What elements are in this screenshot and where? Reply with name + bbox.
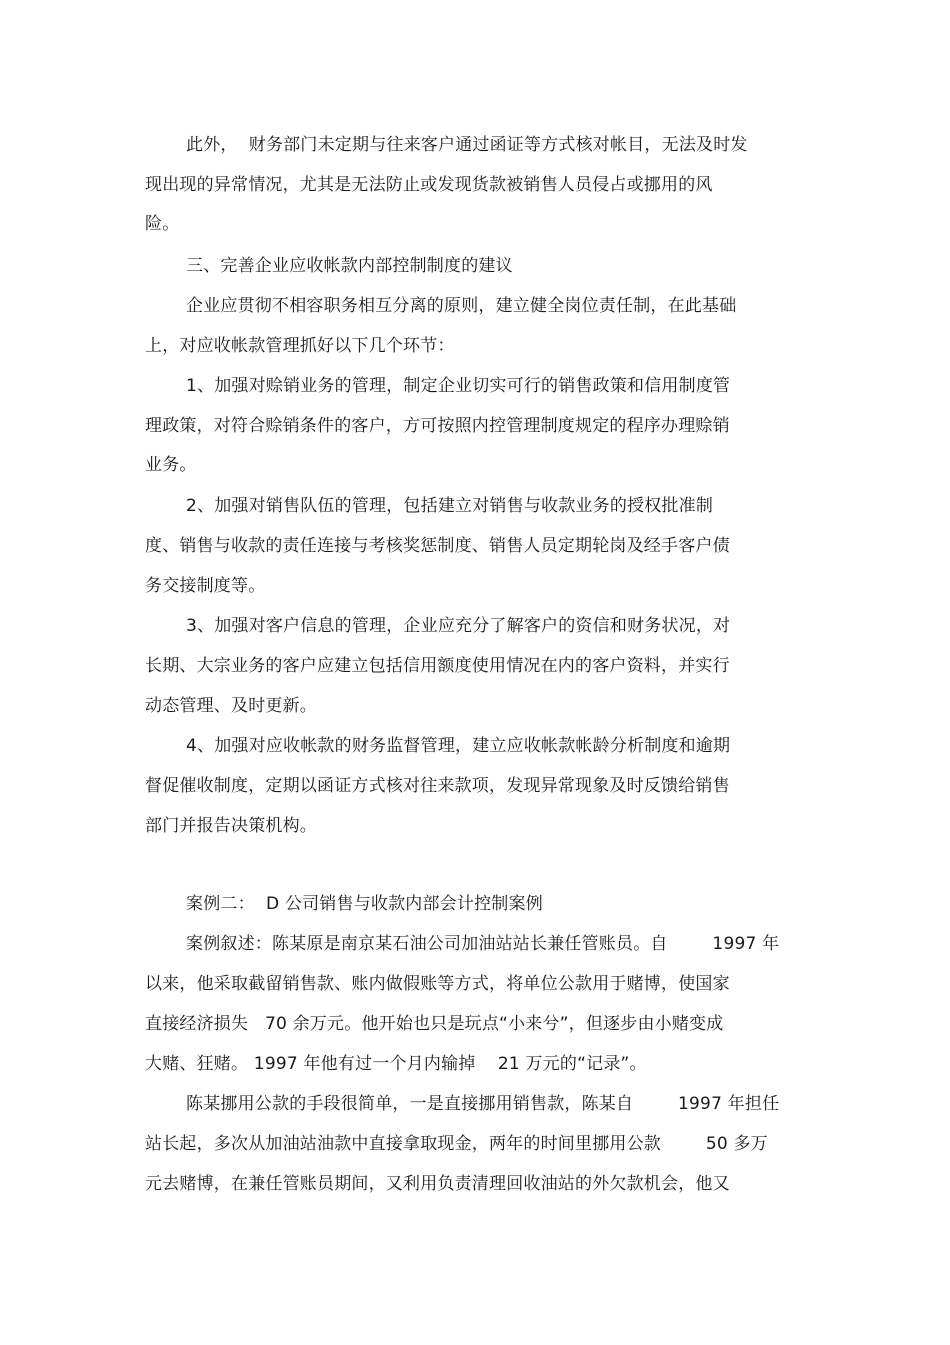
paragraph-line: 直接经济损失 70 余万元。他开始也只是玩点“小来兮”，但逐步由小赌变成	[145, 1014, 724, 1034]
paragraph-line: 此外， 财务部门未定期与往来客户通过函证等方式核对帐目，无法及时发	[186, 135, 748, 155]
list-item-line: 度、销售与收款的责任连接与考核奖惩制度、销售人员定期轮岗及经手客户债	[145, 536, 730, 556]
paragraph-line: 陈某挪用公款的手段很简单，一是直接挪用销售款，陈某自 1997 年担任	[186, 1094, 780, 1114]
paragraph-line: 险。	[145, 214, 180, 234]
list-item-line: 理政策，对符合赊销条件的客户，方可按照内控管理制度规定的程序办理赊销	[145, 416, 730, 436]
paragraph-line: 上，对应收帐款管理抓好以下几个环节：	[145, 336, 455, 356]
paragraph-line: 企业应贯彻不相容职务相互分离的原则，建立健全岗位责任制，在此基础	[186, 296, 737, 316]
case-heading: 案例二： D 公司销售与收款内部会计控制案例	[186, 894, 543, 914]
list-item-line: 业务。	[145, 455, 197, 475]
paragraph-line: 现出现的异常情况，尤其是无法防止或发现货款被销售人员侵占或挪用的风	[145, 175, 713, 195]
list-item-line: 长期、大宗业务的客户应建立包括信用额度使用情况在内的客户资料，并实行	[145, 656, 730, 676]
paragraph-line: 大赌、狂赌。 1997 年他有过一个月内输掉 21 万元的“记录”。	[145, 1054, 647, 1074]
paragraph-line: 案例叙述：陈某原是南京某石油公司加油站站长兼任管账员。自 1997 年	[186, 934, 780, 954]
list-item-line: 4、加强对应收帐款的财务监督管理，建立应收帐款帐龄分析制度和逾期	[186, 736, 731, 756]
list-item-line: 1、加强对赊销业务的管理，制定企业切实可行的销售政策和信用制度管	[186, 376, 731, 396]
list-item-line: 动态管理、及时更新。	[145, 696, 317, 716]
list-item-line: 3、加强对客户信息的管理，企业应充分了解客户的资信和财务状况，对	[186, 616, 731, 636]
paragraph-line: 站长起，多次从加油站油款中直接拿取现金，两年的时间里挪用公款 50 多万	[145, 1134, 768, 1154]
list-item-line: 督促催收制度，定期以函证方式核对往来款项，发现异常现象及时反馈给销售	[145, 776, 730, 796]
paragraph-line: 以来，他采取截留销售款、账内做假账等方式，将单位公款用于赌博，使国家	[145, 974, 730, 994]
list-item-line: 部门并报告决策机构。	[145, 816, 317, 836]
section-heading: 三、完善企业应收帐款内部控制制度的建议	[186, 256, 513, 276]
list-item-line: 务交接制度等。	[145, 576, 266, 596]
list-item-line: 2、加强对销售队伍的管理，包括建立对销售与收款业务的授权批准制	[186, 496, 714, 516]
paragraph-line: 元去赌博，在兼任管账员期间，又利用负责清理回收油站的外欠款机会，他又	[145, 1174, 730, 1194]
